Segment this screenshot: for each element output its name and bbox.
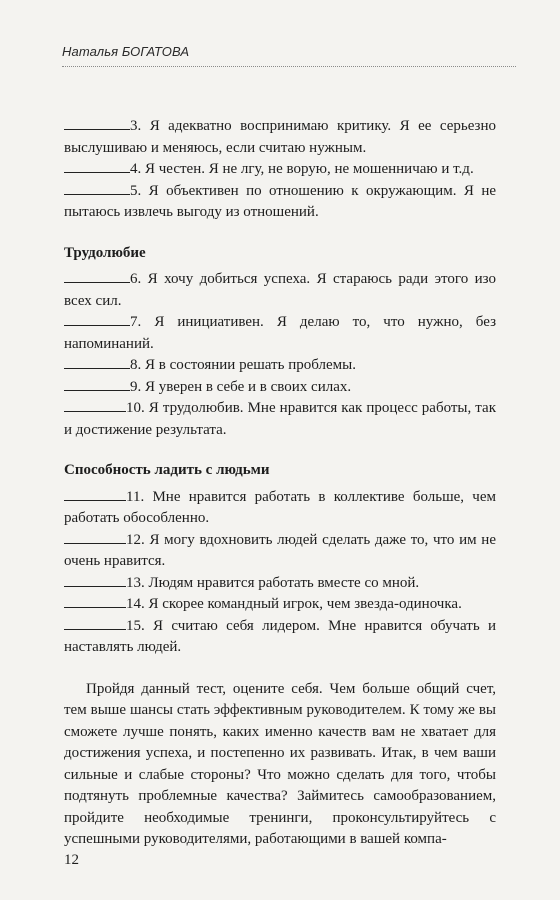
test-item <box>64 355 496 377</box>
section-title-diligence: Трудолюбие <box>64 244 146 261</box>
test-item-text: 8. Я в состоянии решать проблемы. <box>130 357 356 373</box>
answer-blank <box>64 378 130 391</box>
test-item-text: 12. Я могу вдохновить людей сделать даже то, что им не очень нравится. <box>64 531 496 569</box>
test-item <box>64 530 496 573</box>
answer-blank <box>64 617 126 630</box>
test-item-text: 13. Людям нравится работать вместе со мной. <box>126 574 420 591</box>
test-item-text: 11. Мне нравится работать в коллективе больше, чем работать обособленно. <box>64 488 496 526</box>
page-content <box>64 116 496 866</box>
answer-blank <box>64 574 126 587</box>
page-number: 12 <box>64 852 79 868</box>
test-item <box>64 116 496 159</box>
answer-blank <box>64 270 130 283</box>
answer-blank <box>64 117 130 130</box>
test-item <box>64 398 496 441</box>
test-item-text: 9. Я уверен в себе и в своих силах. <box>130 378 352 395</box>
answer-blank <box>64 531 126 544</box>
answer-blank <box>64 182 130 195</box>
test-item-text: 7. Я инициативен. Я делаю то, что нужно, без напоминаний. <box>64 314 496 352</box>
section-title-people-skills: Способность ладить с людьми <box>64 462 270 478</box>
answer-blank <box>64 595 126 608</box>
test-item-text: 15. Я считаю себя лидером. Мне нравится обучать и наставлять людей. <box>64 617 496 655</box>
running-header: Наталья БОГАТОВА <box>62 44 190 59</box>
test-item <box>64 377 496 399</box>
test-item-text: 5. Я объективен по отношению к окружающим. Я не пытаюсь извлечь выгоду из отношений. <box>64 182 496 220</box>
test-item <box>64 616 496 659</box>
answer-blank <box>64 399 126 412</box>
answer-blank <box>64 356 130 369</box>
answer-blank <box>64 313 130 326</box>
conclusion-paragraph: Пройдя данный тест, оцените себя. Чем больше общий счет, тем выше шансы стать эффективным руководителем. К тому же вы сможете лучше понять, каких именно качеств вам не хватает для достижения успеха, и постепенно их развивать. Итак, в чем ваши сильные и слабые стороны? Что можно сделать для того, чтобы подтянуть проблемные качества? Займитесь самообразованием, пройдите необходимые тренинги, проконсультируйтесь с успешными руководителями, работающими в вашей компа- <box>64 680 496 847</box>
test-item <box>64 487 496 530</box>
answer-blank <box>64 488 126 501</box>
test-item-text: 10. Я трудолюбив. Мне нравится как процесс работы, так и достижение результата. <box>64 400 496 438</box>
test-item <box>64 269 496 312</box>
test-item <box>64 159 496 181</box>
test-item-text: 6. Я хочу добиться успеха. Я стараюсь ради этого изо всех сил. <box>64 271 496 309</box>
test-item-text: 14. Я скорее командный игрок, чем звезда-одиночка. <box>126 596 462 612</box>
answer-blank <box>64 160 130 173</box>
test-item <box>64 594 496 616</box>
test-item <box>64 312 496 355</box>
test-item <box>64 181 496 224</box>
test-item-text: 4. Я честен. Я не лгу, не ворую, не мошенничаю и т.д. <box>130 161 474 177</box>
test-item-text: 3. Я адекватно воспринимаю критику. Я ее серьезно выслушиваю и меняюсь, если считаю нужным. <box>64 118 496 156</box>
header-divider <box>62 66 516 67</box>
test-item <box>64 573 496 595</box>
